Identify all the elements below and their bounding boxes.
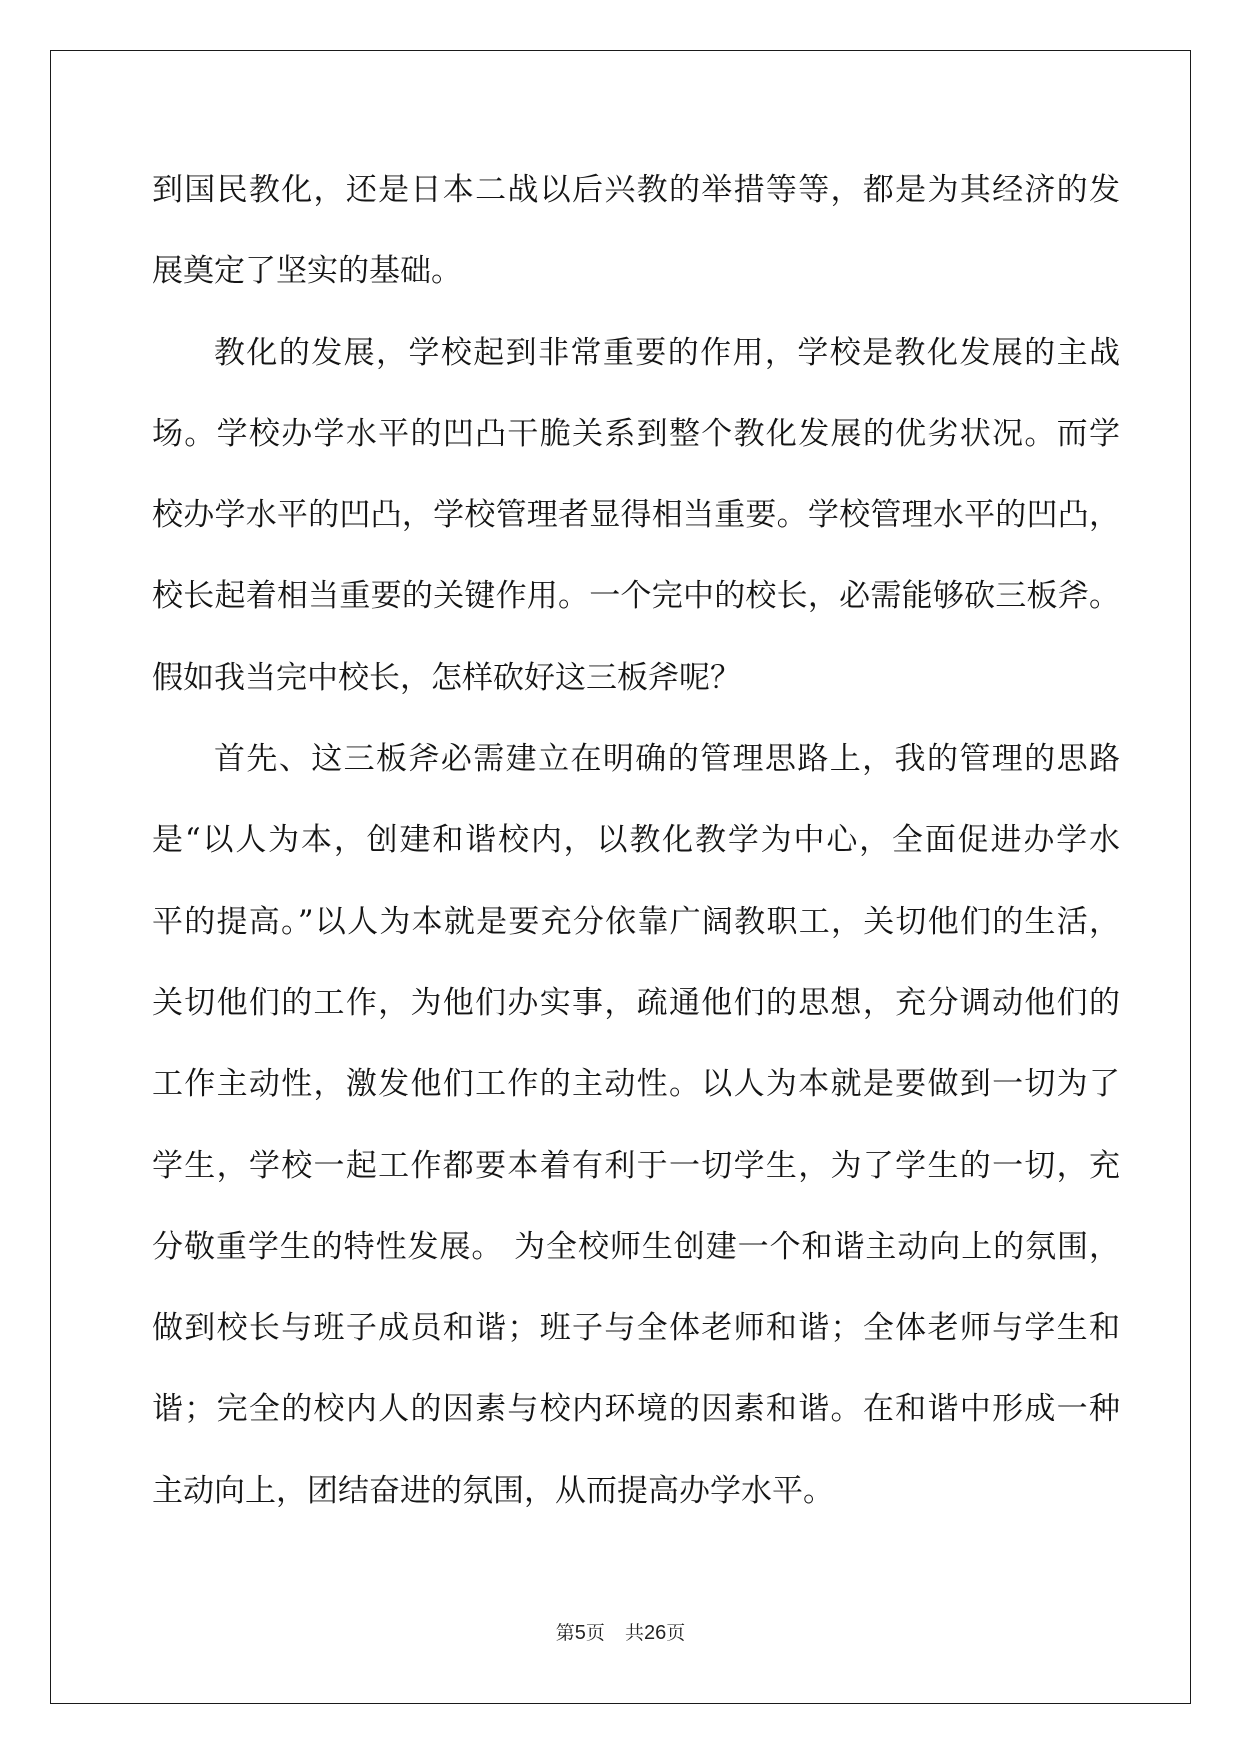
document-body bbox=[152, 160, 1120, 1542]
text-line: 分敬重学生的特性发展。 为全校师生创建一个和谐主动向上的氛围， bbox=[152, 1228, 1120, 1265]
paragraph bbox=[152, 729, 1120, 1542]
text-line: 主动向上，团结奋进的氛围，从而提高办学水平。 bbox=[152, 1472, 834, 1509]
text-line: 校长起着相当重要的关键作用。一个完中的校长，必需能够砍三板斧。 bbox=[152, 578, 1120, 615]
text-line: 到国民教化，还是日本二战以后兴教的举措等等，都是为其经济的发 bbox=[152, 172, 1120, 208]
text-line: 假如我当完中校长，怎样砍好这三板斧呢？ bbox=[152, 659, 741, 696]
footer-page-prefix: 第 bbox=[555, 1622, 575, 1644]
text-line: 学生，学校一起工作都要本着有利于一切学生，为了学生的一切，充 bbox=[152, 1147, 1120, 1184]
text-line: 工作主动性，激发他们工作的主动性。以人为本就是要做到一切为了 bbox=[152, 1066, 1120, 1103]
text-line: 校办学水平的凹凸，学校管理者显得相当重要。学校管理水平的凹凸， bbox=[152, 497, 1120, 534]
text-line: 关切他们的工作，为他们办实事，疏通他们的思想，充分调动他们的 bbox=[152, 984, 1120, 1021]
footer-total-suffix: 页 bbox=[666, 1622, 686, 1644]
page-footer bbox=[0, 1618, 1241, 1645]
footer-total-prefix: 共 bbox=[624, 1622, 644, 1644]
text-line: 谐；完全的校内人的因素与校内环境的因素和谐。在和谐中形成一种 bbox=[152, 1391, 1120, 1428]
text-line: 展奠定了坚实的基础。 bbox=[152, 253, 462, 290]
text-line: 场。学校办学水平的凹凸干脆关系到整个教化发展的优劣状况。而学 bbox=[152, 415, 1120, 452]
paragraph bbox=[152, 160, 1120, 323]
text-line: 首先、这三板斧必需建立在明确的管理思路上，我的管理的思路 bbox=[214, 741, 1120, 778]
footer-total-pages: 26 bbox=[643, 1622, 667, 1644]
footer-current-page: 5 bbox=[574, 1622, 586, 1644]
text-line: 做到校长与班子成员和谐；班子与全体老师和谐；全体老师与学生和 bbox=[152, 1310, 1120, 1347]
paragraph bbox=[152, 323, 1120, 729]
footer-page-suffix: 页 bbox=[585, 1622, 605, 1644]
text-line: 教化的发展，学校起到非常重要的作用，学校是教化发展的主战 bbox=[214, 334, 1120, 371]
text-line: 平的提高。”以人为本就是要充分依靠广阔教职工，关切他们的生活， bbox=[152, 903, 1120, 940]
text-line: 是“以人为本，创建和谐校内，以教化教学为中心，全面促进办学水 bbox=[152, 822, 1120, 859]
